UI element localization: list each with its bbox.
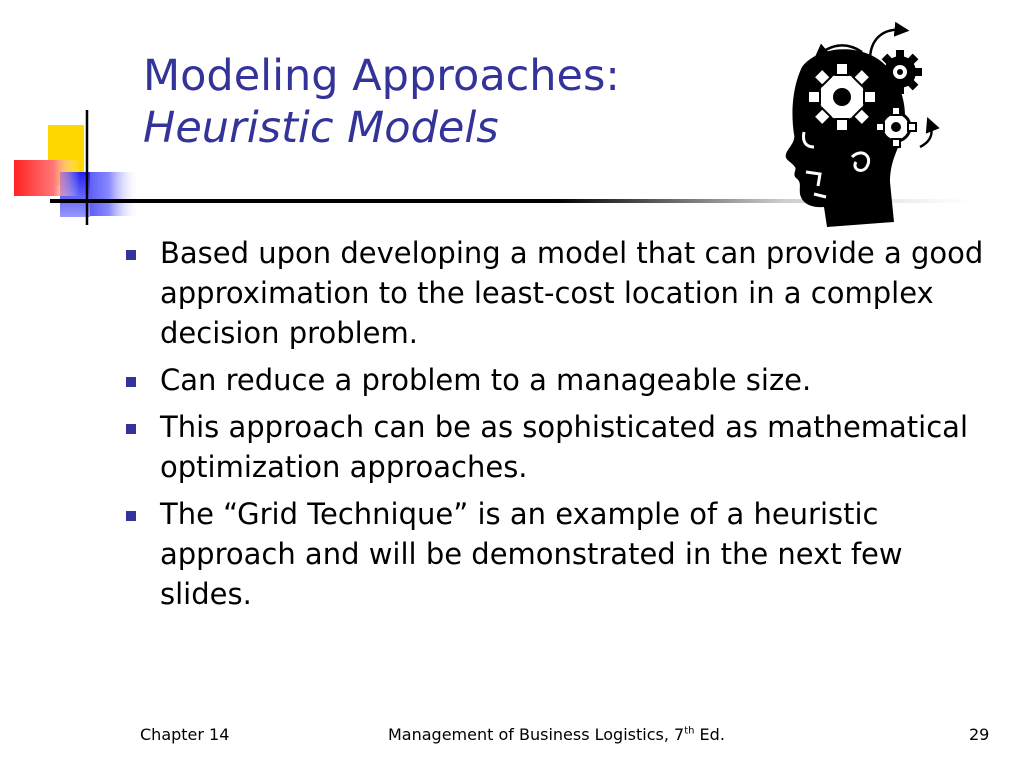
- slide-title-line1: Modeling Approaches:: [143, 51, 620, 101]
- bullet-text: Can reduce a problem to a manageable size.: [160, 363, 812, 397]
- footer-book-suffix: Ed.: [694, 725, 725, 744]
- footer-page-number: 29: [969, 725, 990, 744]
- footer-chapter: Chapter 14: [140, 725, 230, 744]
- square-bullet-icon: [126, 424, 136, 434]
- list-item: [122, 407, 1002, 487]
- head-with-gears-icon: [762, 22, 942, 232]
- bullet-text: The “Grid Technique” is an example of a heuristic approach and will be demonstrated in the next few slides.: [160, 497, 903, 611]
- bullet-text: This approach can be as sophisticated as mathematical optimization approaches.: [160, 410, 969, 484]
- square-bullet-icon: [126, 377, 136, 387]
- footer-book-title: [388, 725, 725, 744]
- footer-book-prefix: Management of Business Logistics, 7: [388, 725, 685, 744]
- footer-book-superscript: th: [684, 725, 695, 737]
- list-item: [122, 494, 1002, 614]
- list-item: [122, 233, 1002, 353]
- corner-squares-decoration: [0, 0, 160, 240]
- bullet-text: Based upon developing a model that can provide a good approximation to the least-cost location in a complex decision problem.: [160, 236, 984, 350]
- slide-title: [143, 50, 620, 154]
- square-bullet-icon: [126, 250, 136, 260]
- list-item: [122, 360, 1002, 400]
- square-bullet-icon: [126, 511, 136, 521]
- slide-title-line2: Heuristic Models: [143, 103, 499, 153]
- bullet-list: [122, 233, 1002, 621]
